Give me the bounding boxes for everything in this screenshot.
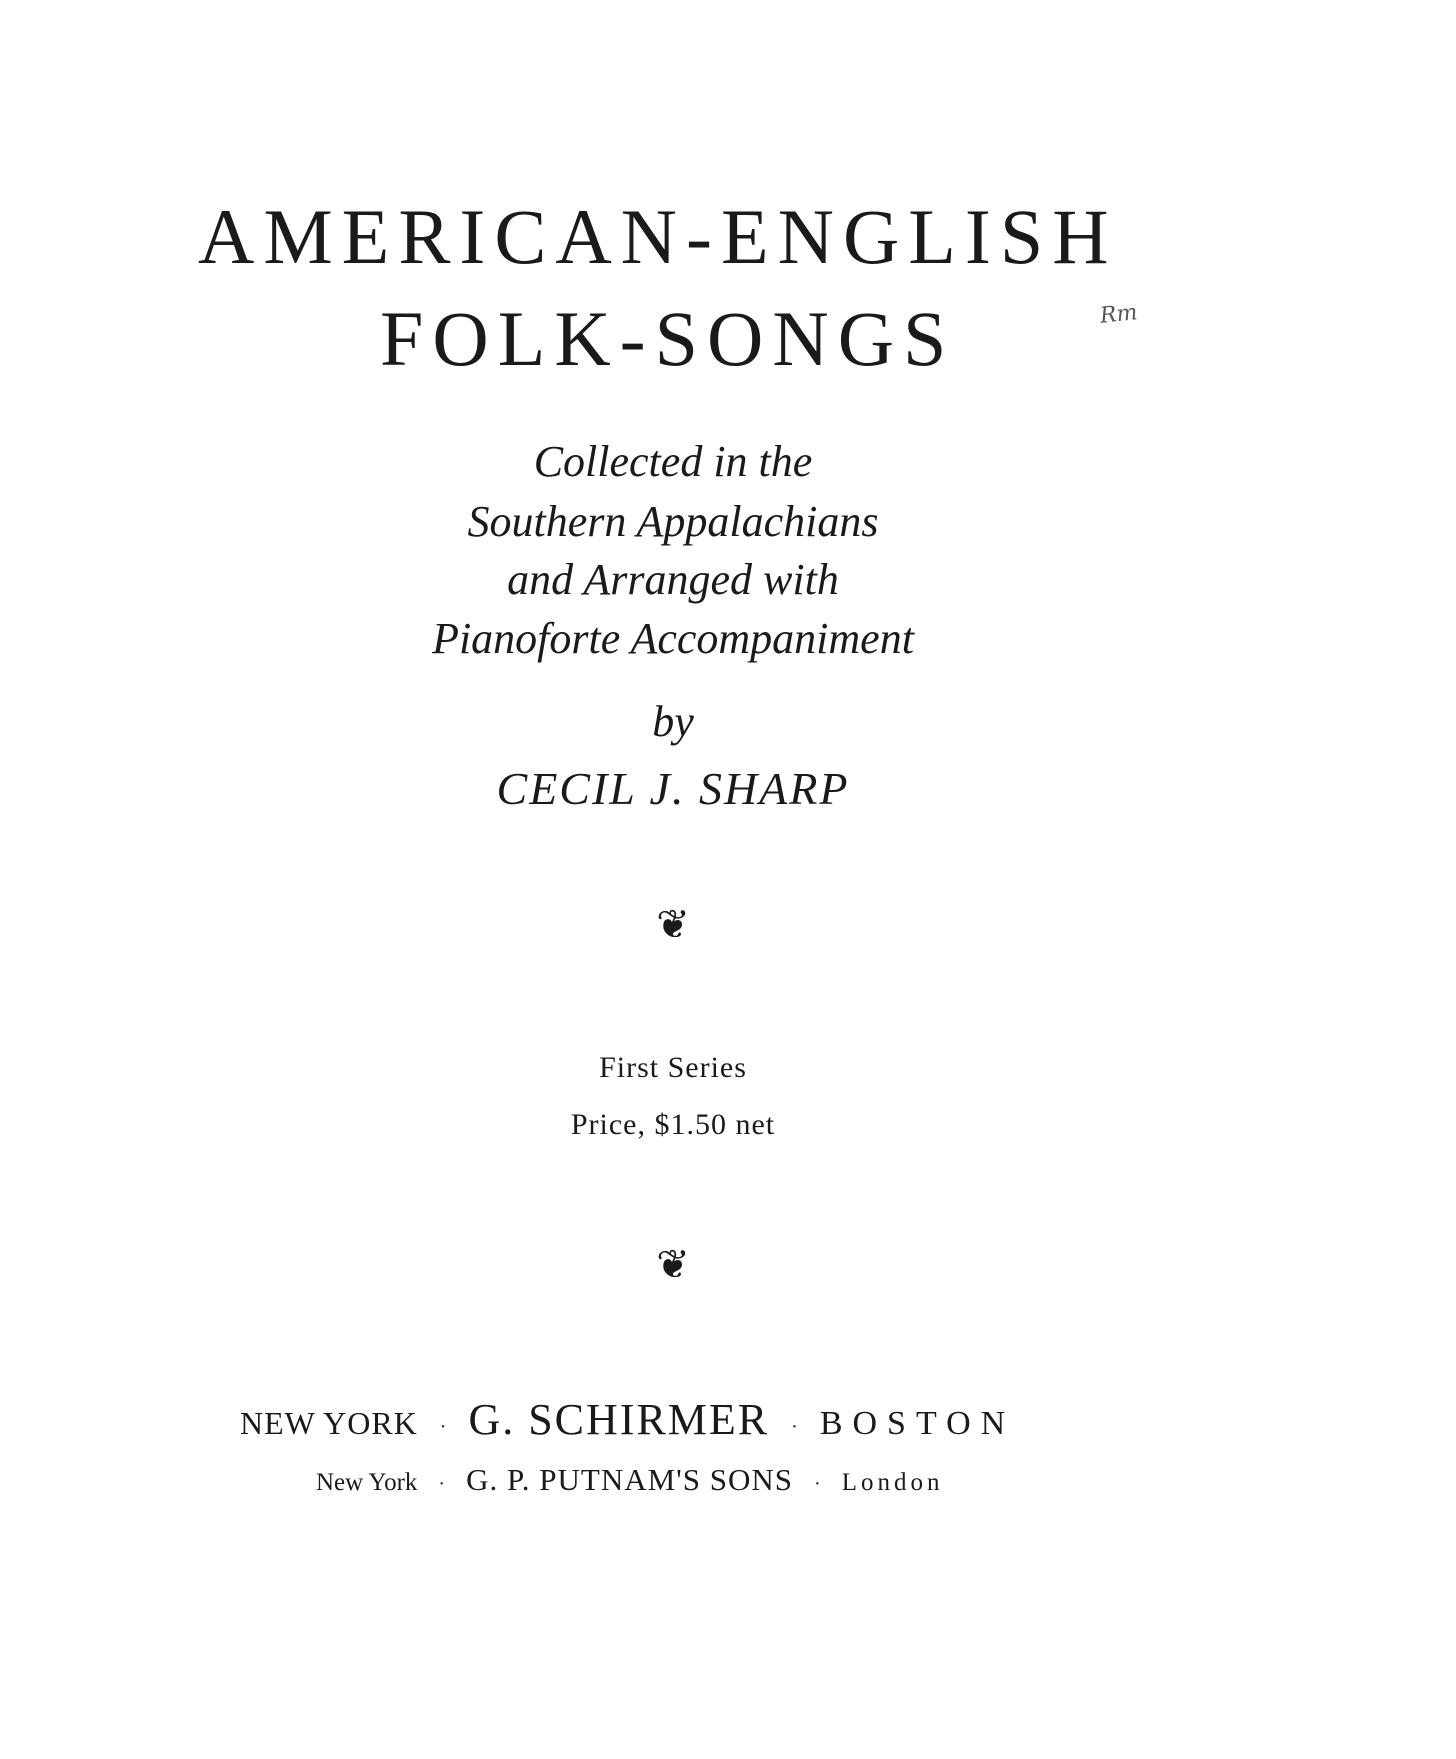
subtitle-line-2: Southern Appalachians: [467, 497, 879, 546]
imprint-publisher: G. P. PUTNAM'S SONS: [466, 1462, 794, 1497]
imprint-city-left: NEW YORK: [240, 1405, 418, 1441]
subtitle-line-4: Pianoforte Accompaniment: [432, 614, 914, 663]
handwritten-note: Rm: [1098, 300, 1139, 329]
ornament-icon: ❦: [656, 1242, 690, 1287]
imprint-city-right: London: [841, 1469, 944, 1496]
separator-dot: ·: [791, 1415, 798, 1438]
imprint-publisher: G. SCHIRMER: [468, 1395, 770, 1444]
author-name: CECIL J. SHARP: [496, 763, 850, 814]
separator-dot: ·: [438, 1472, 446, 1495]
imprint-city-left: New York: [316, 1469, 418, 1496]
separator-dot: ·: [439, 1415, 447, 1438]
subtitle-line-1: Collected in the: [533, 437, 813, 486]
imprint-city-right: BOSTON: [819, 1405, 1016, 1442]
imprint-line-1: [240, 1395, 1240, 1444]
subtitle-line-3: and Arranged with: [507, 555, 839, 604]
title-line-1: AMERICAN-ENGLISH: [198, 193, 1118, 280]
title-line-2: FOLK-SONGS: [380, 295, 956, 382]
by-line: by: [652, 697, 694, 746]
imprint-line-2: [316, 1464, 1216, 1496]
price-label: Price, $1.50 net: [570, 1108, 776, 1141]
series-label: First Series: [599, 1051, 747, 1084]
ornament-icon: ❦: [656, 902, 690, 947]
separator-dot: ·: [814, 1472, 821, 1495]
